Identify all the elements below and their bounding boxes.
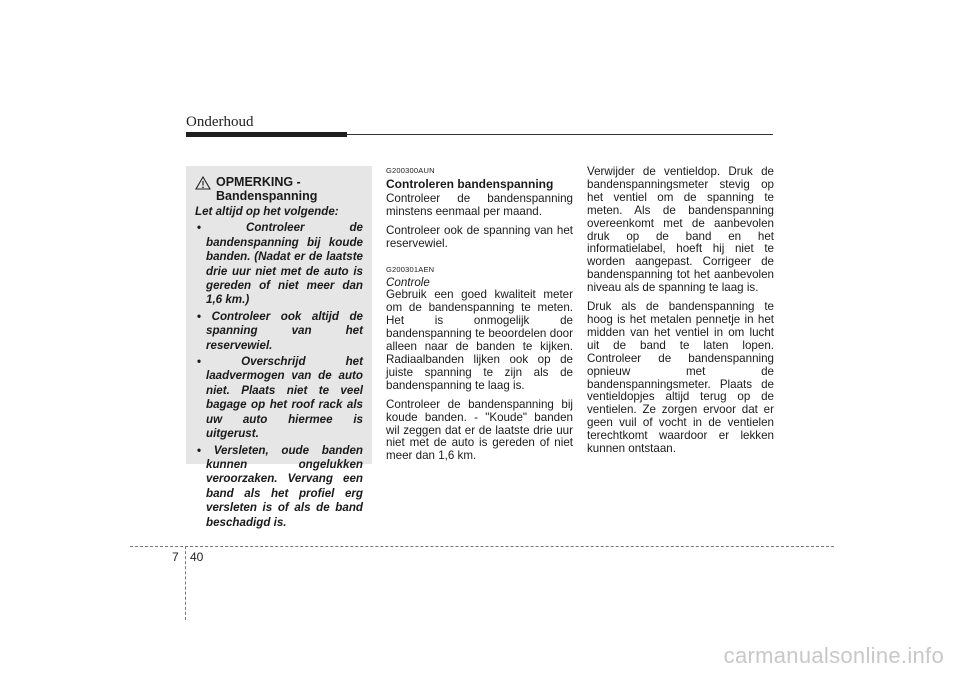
- note-title: OPMERKING - Bandenspanning: [216, 175, 318, 203]
- list-item: [195, 221, 363, 307]
- list-item-text: Controleer ook altijd de spanning van het reservewiel.: [206, 309, 363, 352]
- bullet-icon: •: [197, 355, 202, 369]
- note-intro: Let altijd op het volgende:: [195, 205, 339, 218]
- note-list: [195, 221, 363, 530]
- chapter-number: 7: [172, 550, 179, 564]
- paragraph: Controleer de bandenspanning bij koude banden. - "Koude" banden wil zeggen dat er de laatste drie uur niet met de auto is gereden of niet meer dan 1,6 km.: [386, 397, 573, 463]
- footer-divider: [185, 546, 186, 620]
- list-item-text: Overschrijd het laadvermogen van de auto niet. Plaats niet te veel bagage op het roof rack als uw auto hiermee is uitgerust.: [206, 355, 363, 441]
- note-box: [186, 166, 372, 529]
- watermark: carmanualsonline.info: [723, 643, 944, 668]
- page-number: 40: [190, 550, 204, 564]
- header-bar: [186, 132, 347, 137]
- paragraph: Verwijder de ventieldop. Druk de bandenspanningsmeter stevig op het ventiel om de spanning te meten. Als de bandenspanning overeenkomt met de aanbevolen druk op de band en het informatielabel, hoeft hij niet te worden aangepast. Corrigeer de bandenspanning tot het aanbevolen niveau als de spanning te laag is.: [587, 165, 774, 295]
- list-item: [195, 444, 363, 530]
- list-item: [195, 355, 363, 441]
- list-item: [195, 310, 363, 353]
- sub-heading: Controle: [386, 275, 430, 289]
- bullet-icon: •: [197, 221, 202, 235]
- section-code: G200300AUN: [386, 166, 435, 175]
- list-item-text: Versleten, oude banden kunnen ongelukken veroorzaken. Vervang een band als het profiel erg versleten is of als de band beschadigd is.: [206, 443, 363, 529]
- section-title: Onderhoud: [186, 114, 254, 130]
- text-column-middle: [386, 166, 573, 469]
- bullet-icon: •: [197, 309, 202, 323]
- paragraph: Druk als de bandenspanning te hoog is het metalen pennetje in het midden van het ventiel in om lucht uit de band te laten lopen. Controleer de bandenspanning opnieuw met de bandenspanningsmeter. Plaats de ventieldopjes altijd terug op de ventielen. Ze zorgen ervoor dat er geen vuil of vocht in de ventielen terechtkomt waardoor er lekken kunnen ontstaan.: [587, 300, 774, 456]
- paragraph: Controleer de bandenspanning minstens eenmaal per maand.: [386, 191, 573, 218]
- warning-icon: [195, 176, 211, 190]
- paragraph: Gebruik een goed kwaliteit meter om de bandenspanning te meten. Het is onmogelijk de bandenspanning te beoordelen door alleen naar de banden te kijken. Radiaalbanden lijken ook op de juiste spanning te zijn als de bandenspanning te laag is.: [386, 288, 573, 392]
- footer-rule: [130, 546, 834, 547]
- text-column-right: [587, 166, 774, 462]
- paragraph: Controleer ook de spanning van het reservewiel.: [386, 223, 573, 250]
- section-heading: Controleren bandenspanning: [386, 177, 554, 191]
- bullet-icon: •: [197, 443, 202, 457]
- section-code: G200301AEN: [386, 264, 435, 274]
- list-item-text: Controleer de bandenspanning bij koude banden. (Nadat er de laatste drie uur niet met de auto is gereden of niet meer dan 1,6 km.): [206, 221, 363, 307]
- note-header: [195, 175, 363, 203]
- header-rule: [347, 134, 773, 135]
